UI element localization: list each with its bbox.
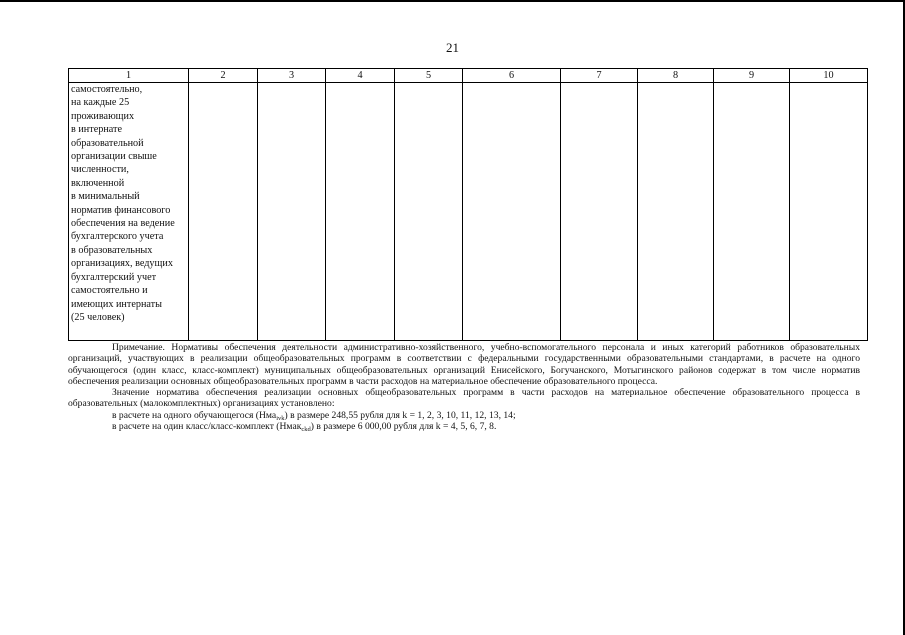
table-header-row — [69, 69, 868, 83]
column-header: 7 — [561, 69, 638, 83]
cell-text-line: норматив финансового — [71, 204, 171, 216]
page-number: 21 — [446, 40, 459, 55]
cell-text-line: в интернате — [71, 124, 123, 136]
cell-text-line: (25 человек) — [71, 311, 125, 323]
empty-cell — [561, 83, 638, 341]
column-header: 4 — [326, 69, 395, 83]
cell-text-line: организации свыше — [71, 151, 157, 163]
cell-text-line: в минимальный — [71, 191, 140, 203]
note-item-text: в расчете на одного обучающегося (Нма — [112, 409, 277, 421]
note-item-subscript: ivk — [276, 414, 285, 422]
note-item-text: ) в размере 6 000,00 рубля для k = 4, 5, 6, 7, 8. — [310, 421, 497, 433]
note-item-text: в расчете на один класс/класс-комплект (Нмак — [112, 421, 302, 433]
cell-text-line: в образовательных — [71, 244, 153, 256]
column-header: 9 — [714, 69, 790, 83]
column-header: 10 — [790, 69, 868, 83]
cell-text-line: самостоятельно и — [71, 285, 148, 297]
column-header: 8 — [638, 69, 714, 83]
cell-text-line: обеспечения на ведение — [71, 218, 175, 230]
note-item-per-class — [68, 421, 860, 432]
cell-text-line: бухгалтерский учет — [71, 271, 157, 283]
empty-cell — [326, 83, 395, 341]
note-item-per-student — [68, 410, 860, 421]
empty-cell — [714, 83, 790, 341]
cell-text-line: на каждые 25 — [71, 97, 130, 109]
empty-cell — [395, 83, 463, 341]
page-top-border — [0, 0, 905, 2]
row-description-cell — [69, 83, 189, 341]
note-paragraph: Значение норматива обеспечения реализации основных общеобразовательных программ в части расходов на материальное обеспечение образовательного процесса в образовательных (малокомплектных) организациях установлено: — [68, 387, 860, 410]
column-header: 5 — [395, 69, 463, 83]
cell-text-line: численности, — [71, 164, 129, 176]
cell-text-line: организациях, ведущих — [71, 258, 173, 270]
cell-text-line: образовательной — [71, 137, 144, 149]
note-paragraph: Примечание. Нормативы обеспечения деятельности административно-хозяйственного, учебно-вспомогательного персонала и иных категорий работников образовательных организаций, участвующих в реализации общеобразовательных программ в соответствии с федеральными государственными образовательными стандартами, в расчете на одного обучающегося (один класс, класс-комплект) муниципальных общеобразовательных организаций Енисейского, Богучанского, Мотыгинского районов содержат в том числе норматив обеспечения реализации основных общеобразовательных программ в части расходов на материальное обеспечение образовательного процесса. — [68, 342, 860, 387]
note-item-text: ) в размере 248,55 рубля для k = 1, 2, 3, 10, 11, 12, 13, 14; — [284, 409, 516, 421]
norms-table — [68, 68, 868, 341]
empty-cell — [638, 83, 714, 341]
column-header: 2 — [189, 69, 258, 83]
column-header: 3 — [258, 69, 326, 83]
note-item-subscript: ckd — [301, 426, 311, 434]
notes-section — [68, 342, 860, 432]
column-header: 6 — [463, 69, 561, 83]
column-header: 1 — [69, 69, 189, 83]
cell-text-line: проживающих — [71, 110, 135, 122]
cell-text-line: включенной — [71, 177, 125, 189]
empty-cell — [463, 83, 561, 341]
empty-cell — [189, 83, 258, 341]
table-row — [69, 83, 868, 341]
empty-cell — [790, 83, 868, 341]
cell-text-line: бухгалтерского учета — [71, 231, 164, 243]
cell-text-line: имеющих интернаты — [71, 298, 162, 310]
cell-text-line: самостоятельно, — [71, 84, 143, 95]
empty-cell — [258, 83, 326, 341]
